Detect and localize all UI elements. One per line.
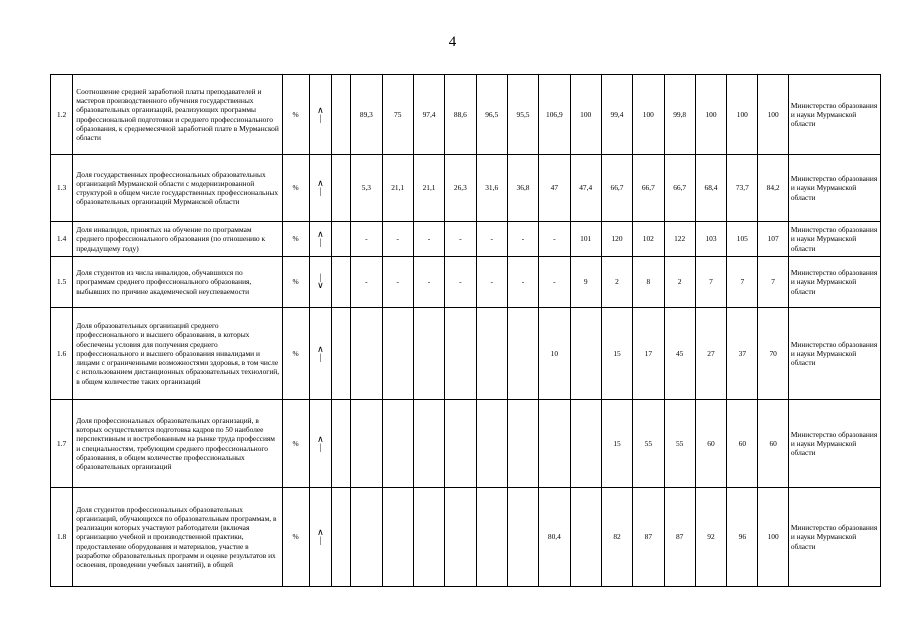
value-cell	[351, 400, 382, 488]
value-cell: 2	[664, 257, 695, 308]
unit-cell: %	[282, 75, 309, 155]
value-cell: 10	[539, 308, 570, 400]
value-cell: 9	[570, 257, 601, 308]
value-cell	[382, 400, 413, 488]
direction-cell	[309, 308, 331, 400]
unit-cell: %	[282, 257, 309, 308]
value-cell	[413, 400, 444, 488]
value-cell: 15	[601, 400, 632, 488]
value-cell	[332, 257, 351, 308]
decrease-arrow-icon: | ∨	[317, 272, 324, 291]
row-index: 1.7	[51, 400, 73, 488]
value-cell: 21,1	[413, 155, 444, 222]
value-cell: -	[445, 257, 476, 308]
value-cell: 84,2	[758, 155, 788, 222]
responsible-ministry: Министерство образования и науки Мурманской области	[788, 222, 880, 257]
value-cell: 31,6	[476, 155, 507, 222]
value-cell: 8	[633, 257, 664, 308]
value-cell: 66,7	[664, 155, 695, 222]
value-cell: 100	[633, 75, 664, 155]
indicator-description: Доля студентов из числа инвалидов, обучавшихся по программам среднего профессионального образования, выбывших по причине академической неуспеваемости	[73, 257, 282, 308]
value-cell: 45	[664, 308, 695, 400]
indicator-description: Доля инвалидов, принятых на обучение по программам среднего профессионального образования (по отношению к предыдущему году)	[73, 222, 282, 257]
value-cell	[570, 488, 601, 587]
table-row	[51, 257, 881, 308]
value-cell: -	[539, 222, 570, 257]
value-cell: -	[413, 257, 444, 308]
table-row	[51, 222, 881, 257]
direction-cell	[309, 222, 331, 257]
value-cell: 106,9	[539, 75, 570, 155]
unit-cell: %	[282, 155, 309, 222]
value-cell: -	[351, 222, 382, 257]
value-cell: 92	[695, 488, 726, 587]
value-cell: 100	[695, 75, 726, 155]
value-cell: 96	[727, 488, 758, 587]
value-cell	[476, 488, 507, 587]
value-cell: 73,7	[727, 155, 758, 222]
increase-arrow-icon: ∧ |	[317, 229, 324, 248]
value-cell: -	[476, 222, 507, 257]
value-cell: 80,4	[539, 488, 570, 587]
value-cell: 82	[601, 488, 632, 587]
value-cell	[413, 308, 444, 400]
value-cell	[507, 400, 538, 488]
value-cell: -	[507, 257, 538, 308]
value-cell: -	[539, 257, 570, 308]
direction-cell	[309, 75, 331, 155]
value-cell: 68,4	[695, 155, 726, 222]
value-cell	[382, 308, 413, 400]
value-cell: 99,4	[601, 75, 632, 155]
unit-cell: %	[282, 488, 309, 587]
indicator-description: Доля образовательных организаций среднего профессионального и высшего образования, в которых обеспечены условия для получения среднего профессионального и высшего образования инвалидами и лицами с ограниченными возможностями здоровья, в том числе с использованием дистанционных образовательных технологий, в общем количестве таких организаций	[73, 308, 282, 400]
table-row	[51, 75, 881, 155]
value-cell: 89,3	[351, 75, 382, 155]
row-index: 1.6	[51, 308, 73, 400]
value-cell: 7	[695, 257, 726, 308]
value-cell	[413, 488, 444, 587]
value-cell: 60	[758, 400, 788, 488]
table-row	[51, 488, 881, 587]
value-cell: 55	[633, 400, 664, 488]
value-cell	[332, 488, 351, 587]
row-index: 1.5	[51, 257, 73, 308]
page-number: 4	[448, 34, 457, 50]
responsible-ministry: Министерство образования и науки Мурманской области	[788, 308, 880, 400]
direction-cell	[309, 488, 331, 587]
value-cell: 27	[695, 308, 726, 400]
value-cell: 96,5	[476, 75, 507, 155]
value-cell: -	[445, 222, 476, 257]
value-cell: 88,6	[445, 75, 476, 155]
value-cell: 100	[758, 488, 788, 587]
responsible-ministry: Министерство образования и науки Мурманской области	[788, 400, 880, 488]
row-index: 1.4	[51, 222, 73, 257]
value-cell	[445, 400, 476, 488]
value-cell: -	[476, 257, 507, 308]
value-cell	[332, 75, 351, 155]
increase-arrow-icon: ∧ |	[317, 178, 324, 197]
value-cell	[570, 308, 601, 400]
increase-arrow-icon: ∧ |	[317, 343, 324, 362]
value-cell	[382, 488, 413, 587]
increase-arrow-icon: ∧ |	[317, 433, 324, 452]
value-cell: -	[382, 222, 413, 257]
value-cell: 100	[727, 75, 758, 155]
value-cell: -	[507, 222, 538, 257]
value-cell: 87	[633, 488, 664, 587]
value-cell	[507, 308, 538, 400]
value-cell: 7	[758, 257, 788, 308]
responsible-ministry: Министерство образования и науки Мурманской области	[788, 75, 880, 155]
value-cell	[351, 308, 382, 400]
value-cell: 103	[695, 222, 726, 257]
value-cell: -	[351, 257, 382, 308]
value-cell: 120	[601, 222, 632, 257]
value-cell: 105	[727, 222, 758, 257]
value-cell: 60	[727, 400, 758, 488]
responsible-ministry: Министерство образования и науки Мурманской области	[788, 257, 880, 308]
value-cell: 60	[695, 400, 726, 488]
value-cell: 47	[539, 155, 570, 222]
table-row	[51, 400, 881, 488]
unit-cell: %	[282, 222, 309, 257]
value-cell	[507, 488, 538, 587]
table-row	[51, 308, 881, 400]
value-cell: 70	[758, 308, 788, 400]
value-cell	[539, 400, 570, 488]
value-cell: 7	[727, 257, 758, 308]
value-cell: -	[413, 222, 444, 257]
value-cell: 97,4	[413, 75, 444, 155]
value-cell	[332, 400, 351, 488]
direction-cell	[309, 155, 331, 222]
indicator-description: Доля студентов профессиональных образовательных организаций, обучающихся по образовательным программам, в реализации которых участвуют работодатели (включая организацию учебной и производственной практики, предоставление оборудования и материалов, участие в разработке образовательных программ и оценке результатов их освоения, проведении учебных занятий), в общей	[73, 488, 282, 587]
value-cell: 55	[664, 400, 695, 488]
value-cell	[445, 308, 476, 400]
value-cell: 37	[727, 308, 758, 400]
indicator-description: Соотношение средней заработной платы преподавателей и мастеров производственного обучения государственных образовательных организаций, реализующих программы профессиональной подготовки и среднего профессионального образования, к среднемесячной заработной плате в Мурманской области	[73, 75, 282, 155]
value-cell: 99,8	[664, 75, 695, 155]
increase-arrow-icon: ∧ |	[317, 104, 324, 123]
value-cell: 107	[758, 222, 788, 257]
value-cell: -	[382, 257, 413, 308]
value-cell: 15	[601, 308, 632, 400]
value-cell: 17	[633, 308, 664, 400]
increase-arrow-icon: ∧ |	[317, 527, 324, 546]
value-cell	[332, 308, 351, 400]
responsible-ministry: Министерство образования и науки Мурманской области	[788, 488, 880, 587]
value-cell: 36,8	[507, 155, 538, 222]
indicators-table	[50, 74, 881, 587]
table-row	[51, 155, 881, 222]
value-cell: 66,7	[633, 155, 664, 222]
value-cell: 26,3	[445, 155, 476, 222]
value-cell: 101	[570, 222, 601, 257]
row-index: 1.2	[51, 75, 73, 155]
value-cell: 95,5	[507, 75, 538, 155]
value-cell	[445, 488, 476, 587]
value-cell: 100	[758, 75, 788, 155]
indicator-description: Доля государственных профессиональных образовательных организаций Мурманской области с модернизированной структурой в общем числе государственных профессиональных образовательных организаций Мурманской области	[73, 155, 282, 222]
value-cell: 122	[664, 222, 695, 257]
value-cell: 47,4	[570, 155, 601, 222]
indicator-description: Доля профессиональных образовательных организаций, в которых осуществляется подготовка кадров по 50 наиболее перспективным и востребованным на рынке труда профессиям и специальностям, требующим среднего профессионального образования, в общем количестве профессиональных образовательных организаций	[73, 400, 282, 488]
value-cell: 102	[633, 222, 664, 257]
value-cell: 2	[601, 257, 632, 308]
unit-cell: %	[282, 400, 309, 488]
row-index: 1.8	[51, 488, 73, 587]
value-cell	[476, 308, 507, 400]
responsible-ministry: Министерство образования и науки Мурманской области	[788, 155, 880, 222]
value-cell: 87	[664, 488, 695, 587]
value-cell	[351, 488, 382, 587]
value-cell	[332, 155, 351, 222]
value-cell: 5,3	[351, 155, 382, 222]
value-cell: 100	[570, 75, 601, 155]
value-cell	[332, 222, 351, 257]
value-cell	[570, 400, 601, 488]
direction-cell	[309, 400, 331, 488]
value-cell: 66,7	[601, 155, 632, 222]
value-cell: 75	[382, 75, 413, 155]
value-cell	[476, 400, 507, 488]
direction-cell	[309, 257, 331, 308]
unit-cell: %	[282, 308, 309, 400]
value-cell: 21,1	[382, 155, 413, 222]
row-index: 1.3	[51, 155, 73, 222]
